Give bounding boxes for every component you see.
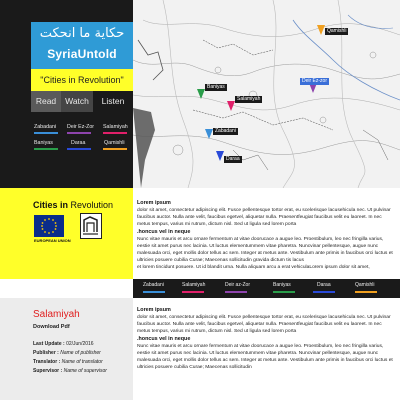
meta-translator [33, 359, 103, 366]
meta-translator-value: Name of translator [61, 359, 103, 365]
nav-city-salamiyah-bar [103, 132, 127, 134]
intro-paragraph-1: dolor sit amet, consectetur adipiscing elit. Fusce pellentesque tortor erat, eu scelerisque lacusehicula nec. Ut pulvinar faucibus auctor. Nulla ante velit, faucibus egetvel, aliquetar nulla. Praesentfeugiat faucibus velit eu laoreet. In nec metus tempus, varius mi rutrum, dictum nisl. Sed ut ligula sed lorem porta [137, 208, 391, 227]
intro-heading-2: .honcus vel in neque [137, 229, 191, 235]
header [0, 0, 400, 188]
map-label-deir-ez-zor: Deir Ez-zor [302, 78, 328, 84]
nav-city-deir-ez-zor[interactable]: Deir Ez-Zor [67, 124, 95, 130]
map-terrain [133, 0, 400, 188]
city-paragraph-2: Nunc vitae mauris et arcu ornare fermentum at vitae doorucace a augue leo. Proestibulum, leo nec fringilla varius, eestie sit amet purus nec lacinia. Ut luctus elementummem vitae pharetra. Nuncvinar pellentesque, augue nunc malesuada orci, eget mollis dolor tellus ac sem. Integer at metus ante. Vestibulum ante primis in faucibus orci luctus et ultricies posuere cubilia Curae; Maecenas sollicitudin [137, 344, 393, 370]
meta-publisher [33, 350, 101, 357]
strip-link-qamishli[interactable]: Qamishli [355, 282, 375, 288]
download-pdf-link[interactable]: Download Pdf [33, 324, 70, 330]
map-marker-baniyas[interactable] [197, 86, 205, 104]
nav-city-deir-ez-zor-bar [67, 132, 91, 134]
meta-publisher-label: Publisher : [33, 350, 61, 356]
logo-latin-text: SyriaUntold [47, 47, 117, 61]
strip-link-baniyas[interactable]: Baniyas [273, 282, 291, 288]
city-strip-bar [133, 279, 400, 298]
city-heading-1: Lorem ipsum [137, 307, 171, 313]
meta-last-update-value: 02/Jun/2016 [66, 341, 94, 347]
map-marker-zabadani[interactable] [205, 126, 213, 144]
city-detail-section [0, 298, 400, 400]
slogan-banner [31, 69, 133, 91]
city-title: Salamiyah [33, 309, 80, 320]
strip-link-deir-az-zor[interactable]: Deir az-Zor [225, 282, 251, 288]
cities-title-bold: Cities in [33, 200, 69, 210]
city-strip [0, 279, 400, 298]
map-marker-daraa[interactable] [216, 148, 224, 166]
city-heading-2: .honcus vel in neque [137, 336, 191, 342]
nav-city-qamishli-bar [103, 148, 127, 150]
eu-caption: EUROPEAN UNION [34, 238, 71, 243]
map-label-daraa: Daraa [226, 156, 240, 162]
intro-heading-1: Lorem ipsum [137, 200, 171, 206]
strip-bar-baniyas [273, 291, 295, 293]
site-logo[interactable] [31, 22, 133, 69]
map-label-zabadani: Zabadani [215, 128, 236, 134]
map-marker-qamishli[interactable] [317, 22, 325, 40]
city-paragraph-1: dolor sit amet, consectetur adipiscing elit. Fusce pellentesque tortor erat, eu scelerisque lacusehicula nec. Ut pulvinar faucibus auctor. Nulla ante velit, faucibus egetvel, aliquetar nulla. Praesentfeugiat faucibus velit eu laoreet. In nec metus tempus, varius mi rutrum, dictum nisl. Sed ut ligula sed lorem porta [137, 315, 391, 334]
tab-listen[interactable]: Listen [93, 91, 133, 112]
pin-icon [216, 151, 224, 161]
strip-link-daraa[interactable]: Daraa [317, 282, 331, 288]
tab-watch[interactable]: Watch [61, 91, 93, 112]
partner-logo [80, 213, 102, 239]
cities-title-rest: Revolution [68, 200, 114, 210]
nav-city-qamishli[interactable]: Qamishli [104, 140, 125, 146]
nav-city-daraa-bar [67, 148, 91, 150]
pin-icon [227, 101, 235, 111]
eu-flag-logo [34, 215, 64, 237]
nav-city-salamiyah[interactable]: Salamiyah [103, 124, 128, 130]
intro-article [137, 200, 393, 271]
strip-bar-zabadani [143, 291, 165, 293]
logo-arabic-text: حكاية ما انحكت [39, 26, 125, 41]
nav-city-zabadani-bar [34, 132, 58, 134]
meta-publisher-value: Name of publisher [60, 350, 101, 356]
cities-in-revolution-title [33, 200, 113, 211]
pin-icon [317, 25, 325, 35]
meta-supervisor-value: Name of supervisor [63, 368, 107, 374]
intro-section [0, 188, 400, 279]
strip-link-zabadani[interactable]: Zabadani [143, 282, 164, 288]
nav-city-baniyas-bar [34, 148, 58, 150]
nav-city-baniyas[interactable]: Baniyas [34, 140, 53, 146]
city-article [137, 307, 393, 371]
map-label-salamiyah: Salamiyah [237, 96, 261, 102]
header-left-panel [0, 0, 133, 188]
slogan-text: "Cities in Revolution" [40, 75, 124, 85]
nav-city-zabadani[interactable]: Zabadani [34, 124, 57, 130]
eu-stars-icon [34, 215, 64, 237]
map-label-qamishli: Qamishli [327, 28, 347, 34]
tab-read[interactable]: Read [31, 91, 61, 112]
strip-bar-deir-az-zor [225, 291, 247, 293]
pin-icon [205, 129, 213, 139]
meta-last-update [33, 341, 94, 348]
strip-bar-salamiyah [182, 291, 204, 293]
meta-translator-label: Translator : [33, 359, 62, 365]
map-label-baniyas: Baniyas [207, 84, 225, 90]
meta-last-update-label: Last Update : [33, 341, 67, 347]
nav-city-daraa[interactable]: Daraa [71, 140, 86, 146]
meta-supervisor [33, 368, 107, 375]
city-detail-sidebar [0, 298, 133, 400]
strip-bar-qamishli [355, 291, 377, 293]
intro-paragraph-2: Nunc vitae mauris et arcu ornare fermentum at vitae doorucace a augue leo. Proestibulum, leo nec fringilla varius, eestie sit amet purus nec lacinia. Ut luctus elementummem vitae pharetra. Nuncvinar pellentesque, augue nunc malesuada orci, eget mollis dolor tellus ac sem. Integer at metus ante. Vestibulum ante primis in faucibus orci luctus et ultricies posuere cubilia Curae; Maecenas sollicitudin gravida dictum tis lacus [137, 237, 393, 263]
sponsor-panel [0, 188, 133, 279]
syria-map[interactable] [133, 0, 400, 188]
meta-supervisor-label: Supervisor : [33, 368, 64, 374]
strip-link-salamiyah[interactable]: Salamiyah [182, 282, 206, 288]
strip-bar-daraa [313, 291, 335, 293]
map-marker-salamiyah[interactable] [227, 98, 235, 116]
partner-emblem-icon [81, 214, 100, 237]
pin-icon [197, 89, 205, 99]
intro-paragraph-3: et lorem tincidunt posuere. Ut id blandit urna. Nulla aliquam arcu a erat vehiculaLorem ipsum dolor sit amet, [137, 265, 370, 270]
